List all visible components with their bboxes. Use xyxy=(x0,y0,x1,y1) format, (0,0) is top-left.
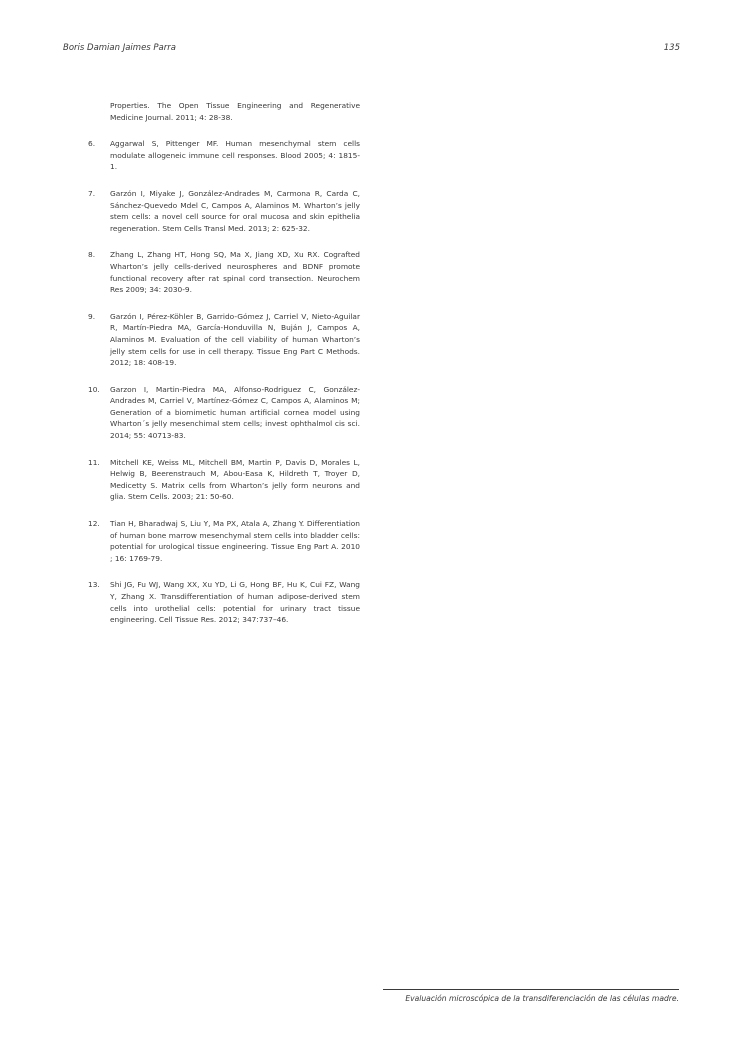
reference-item xyxy=(88,138,360,173)
reference-text: Properties. The Open Tissue Engineering and Regenerative Medicine Journal. 2011; 4: 28-38. xyxy=(110,101,360,122)
reference-number: 12. xyxy=(88,519,100,529)
reference-item xyxy=(88,100,360,123)
running-footer-title: Evaluación microscópica de la transdiferenciación de las células madre. xyxy=(405,994,679,1003)
reference-text: Garzon I, Martin-Piedra MA, Alfonso-Rodriguez C, González-Andrades M, Carriel V, Martínez-Gómez C, Campos A, Alaminos M; Generation of a biomimetic human artificial cornea model using Wharton´s jelly mesenchimal stem cells; invest ophthalmol cis sci. 2014; 55: 40713-83. xyxy=(110,384,360,441)
reference-text: Zhang L, Zhang HT, Hong SQ, Ma X, Jiang XD, Xu RX. Cografted Wharton’s jelly cells-derived neurospheres and BDNF promote functional recovery after rat spinal cord transection. Neurochem Res 2009; 34: 2030-9. xyxy=(110,250,360,295)
reference-text: Mitchell KE, Weiss ML, Mitchell BM, Martin P, Davis D, Morales L, Helwig B, Beerenstrauch M, Abou-Easa K, Hildreth T, Troyer D, Medicetty S. Matrix cells from Wharton’s jelly form neurons and glia. Stem Cells. 2003; 21: 50-60. xyxy=(110,457,360,502)
reference-number: 8. xyxy=(88,250,96,260)
reference-text: Aggarwal S, Pittenger MF. Human mesenchymal stem cells modulate allogeneic immune cell responses. Blood 2005; 4: 1815-1. xyxy=(110,139,360,172)
reference-list xyxy=(88,100,360,641)
reference-text: Garzón I, Miyake J, González-Andrades M, Carmona R, Carda C, Sánchez-Quevedo Mdel C, Campos A, Alaminos M. Wharton’s jelly stem cells: a novel cell source for oral mucosa and skin epithelia regeneration. Stem Cells Transl Med. 2013; 2: 625-32. xyxy=(110,188,360,233)
reference-text: Garzón I, Pérez-Köhler B, Garrido-Gómez J, Carriel V, Nieto-Aguilar R, Martín-Piedra MA, García-Honduvilla N, Buján J, Campos A, Alaminos M. Evaluation of the cell viability of human Wharton’s jelly stem cells for use in cell therapy. Tissue Eng Part C Methods. 2012; 18: 408-19. xyxy=(110,311,360,368)
reference-item xyxy=(88,249,360,295)
reference-number: 10. xyxy=(88,384,100,394)
reference-number: 6. xyxy=(88,139,96,149)
reference-item xyxy=(88,311,360,369)
reference-number: 13. xyxy=(88,580,100,590)
footer-divider xyxy=(383,989,679,990)
reference-item xyxy=(88,579,360,625)
reference-number: 9. xyxy=(88,311,96,321)
reference-text: Tian H, Bharadwaj S, Liu Y, Ma PX, Atala A, Zhang Y. Differentiation of human bone marrow mesenchymal stem cells into bladder cells: potential for urological tissue engineering. Tissue Eng Part A. 2010 ; 16: 1769-79. xyxy=(110,519,360,563)
reference-text: Shi JG, Fu WJ, Wang XX, Xu YD, Li G, Hong BF, Hu K, Cui FZ, Wang Y, Zhang X. Transdifferentiation of human adipose-derived stem cells into urothelial cells: potential for urinary tract tissue engineering. Cell Tissue Res. 2012; 347:737–46. xyxy=(110,580,360,625)
page-number: 135 xyxy=(663,43,680,53)
reference-item xyxy=(88,457,360,503)
reference-item xyxy=(88,188,360,234)
reference-item xyxy=(88,518,360,564)
running-header-author: Boris Damian Jaimes Parra xyxy=(63,43,176,53)
reference-number: 11. xyxy=(88,457,100,467)
reference-item xyxy=(88,384,360,442)
reference-number: 7. xyxy=(88,188,96,198)
